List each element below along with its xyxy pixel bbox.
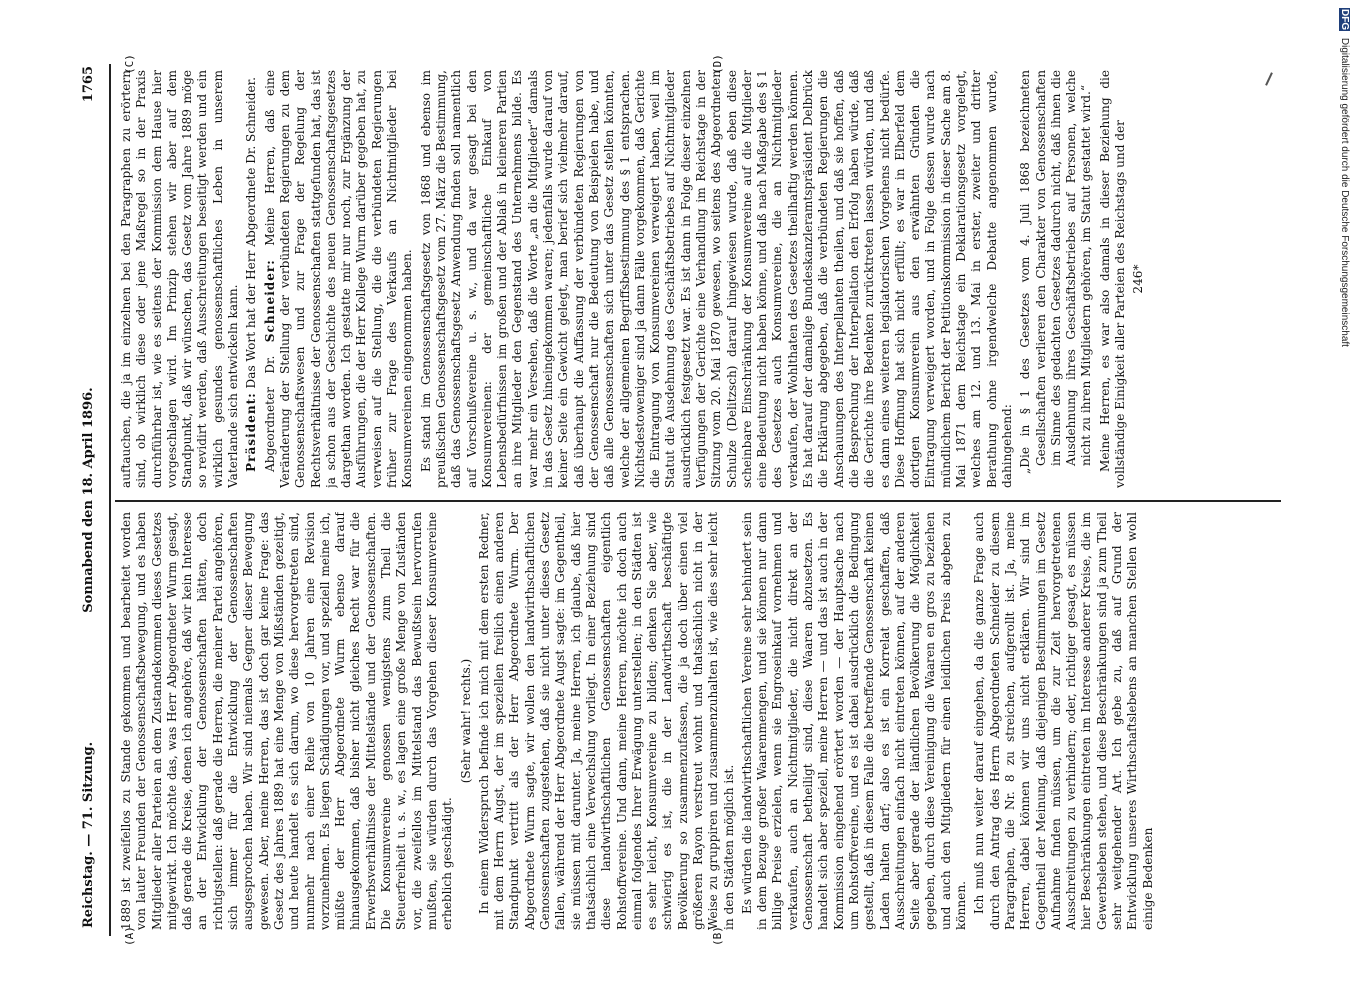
left-column [119,512,1283,930]
dfg-logo: DFG [1339,9,1350,31]
paragraph: In einem Widerspruch befinde ich mich mit dem ersten Redner, mit dem Herrn Augst, der im speziellen freilich einen anderen Standpunkt vertritt als der Herr Abgeordnete Wurm. Der Abgeordnete Wurm sagte, wir wollen den landwirthschaftlichen Genossenschaften zugestehen, daß sie nicht unter dieses Gesetz fallen, während der Herr Abgeordnete Augst sagte: im Gegentheil, sie müssen mit darunter. Ja, meine Herren, ich glaube, daß hier thatsächlich eine Verwechslung vorliegt. In einer Beziehung sind diese landwirthschaftlichen Genossenschaften eigentlich Rohstoffvereine. Und dann, meine Herren, möchte ich doch auch einmal folgendes Ihrer Erwägung unterstellen; in den Städten ist es sehr leicht, Konsumvereine zu bilden; denken Sie aber, wie schwierig es ist, die in der Landwirthschaft beschäftigte Bevölkerung so zusammenzufassen, die ja doch über einen viel größeren Rayon verstreut wohnt und thatsächlich nicht in der Weise zu gruppiren und zusammenzuhalten ist, wie dies sehr leicht in den Städten möglich ist. [476,512,736,930]
interjection: (Sehr wahr! rechts.) [458,658,473,784]
right-column [119,70,1283,488]
president-statement [244,70,259,488]
header-publication: Reichstag. — 71. Sitzung. [81,741,96,928]
president-text: Das Wort hat der Herr Abgeordnete Dr. Schneider. [244,77,259,389]
president-label: Präsident: [244,392,259,472]
speaker-name: Schneider: [262,259,277,343]
footnote-mark: 246* [1131,264,1146,294]
paragraph: auftauchen, die ja im einzelnen bei den Paragraphen zu erörtern sind, ob wirklich diese oder jene Maßregel so in der Praxis durchführbar ist, wie es seitens der Kommission dem Hause hier vorgeschlagen wird. Im Prinzip stehen wir aber auf dem Standpunkt, daß wir wünschen, das Gesetz vom Jahre 1889 möge so revidirt werden, daß Ausschreitungen beseitigt werden und ein wirklich gesundes genossenschaftliches Leben in unserem Vaterlande sich entwickeln kann. [119,70,241,488]
paragraph: Es stand im Genossenschaftsgesetz von 1868 und ebenso im preußischen Genossenschaftsgesetz vom 27. März die Bestimmung, daß das Genossenschaftsgesetz Anwendung finden soll namentlich auf Vorschußvereine u. s. w., und da war gesagt bei den Konsumvereinen: der gemeinschaftliche Einkauf von Lebensbedürfnissen im großen und der Ablaß in kleineren Partien an ihre Mitglieder den Gegenstand des Unternehmens bilde. Es war mehr ein Versehen, daß die Worte „an die Mitglieder“ damals in das Gesetz hineingekommen waren; jedenfalls wurde darauf von keiner Seite ein Gewicht gelegt, man berief sich vielmehr darauf, daß überhaupt die Auffassung der verbündeten Regierungen von der Genossenschaft nur die Bedeutung von Beispielen habe, und daß alle Genossenschaften sich unter das Gesetz stellen könnten, welche der allgemeinen Begriffsbestimmung des § 1 entsprachen. Nichtsdestoweniger sind ja dann Fälle vorgekommen, daß Gerichte die Eintragung von Konsumvereinen verweigert haben, weil im Statut die Ausdehnung des Geschäftsbetriebes auf Nichtmitglieder ausdrücklich festgesetzt war. Es ist dann in Folge dieser einzelnen Verfügungen der Gerichte eine Verhandlung im Reichstage in der Sitzung vom 20. Mai 1870 gewesen, wo seitens des Abgeordneten Schulze (Delitzsch) darauf hingewiesen wurde, daß eben diese scheinbare Einschränkung der Konsumvereine auf die Mitglieder eine Bedeutung nicht haben könne, und daß nach Maßgabe des § 1 des Gesetzes auch Konsumvereine, die an Nichtmitglieder verkaufen, der Wohlthaten des Gesetzes theilhaftig werden können. Es hat darauf der damalige Bundeskanzleramtspräsident Delbrück die Erklärung abgegeben, daß die verbündeten Regierungen die Anschauungen des Interpellanten theilen, und daß sie hoffen, daß die Besprechung der Interpellation den Erfolg haben würde, daß die Gerichte ihre Bedenken zurücktreten lassen würden, und daß es dann eines weiteren legislatorischen Vorgehens nicht bedürfe. Diese Hoffnung hat sich nicht erfüllt; es war in Elberfeld dem dortigen Konsumverein aus den erwähnten Gründen die Eintragung verweigert worden, und in Folge dessen wurde nach mündlichem Bericht der Petitionskommission in dieser Sache am 8. Mai 1871 dem Reichstage ein Deklarationsgesetz vorgelegt, welches am 12. und 13. Mai in erster, zweiter und dritter Berathung ohne irgendwelche Debatte angenommen wurde, dahingehend: [418,70,1014,488]
paragraph: Es würden die landwirthschaftlichen Vereine sehr behindert sein in dem Bezuge großer Waarenmengen, und sie können nur dann billige Preise erzielen, wenn sie Engroseinkauf vornehmen und verkaufen, auch an Nichtmitglieder, die nicht direkt an der Genossenschaft betheiligt sind, diese Waaren abzusetzen. Es handelt sich aber speziell, meine Herren — und das ist auch in der Kommission eingehend erörtert worden — der Hauptsache nach um Rohstoffvereine, und es ist dabei ausdrücklich die Bedingung gestellt, daß in diesem Falle die betreffende Genossenschaft keinen Laden halten darf; also es ist ein Korrelat geschaffen, daß Ausschreitungen einfach nicht eintreten können, auf der anderen Seite aber gerade der ländlichen Bevölkerung die Möglichkeit gegeben, durch diese Vereinigung die Waaren en gros zu beziehen und auch den Mitgliedern für einen leidlichen Preis abgeben zu können. [739,512,969,930]
digitization-text: Digitalisierung gefördert durch die Deutsche Forschungsgemeinschaft [1339,37,1350,347]
page-number: 1765 [81,66,96,103]
speaker-prefix: Abgeordneter Dr. [262,355,277,472]
paragraph: Meine Herren, es war also damals in dieser Beziehung die vollständige Einigkeit aller Parteien des Reichstags und der [1097,70,1127,488]
speaker-text: Meine Herren, daß eine Veränderung der Stellung der verbündeten Regierungen zu dem Genossenschaftswesen und zur Frage der Regelung der Rechtsverhältnisse der Genossenschaften stattgefunden hat, das ist ja schon aus der Geschichte des neuen Genossenschaftsgesetzes dargethan worden. Ich gestatte mir nur noch, zur Ergänzung der Ausführungen, die der Herr Kollege Wurm darüber gegeben hat, zu verweisen auf die Stellung, die die verbündeten Regierungen früher zur Frage des Verkaufs an Nichtmitglieder bei Konsumvereinen eingenommen haben. [262,70,415,488]
header-date: Sonnabend den 18. April 1896. [81,387,96,613]
column-rule [115,500,1281,502]
page-header [71,56,107,944]
paragraph: Ich muß nun weiter darauf eingehen, da die ganze Frage auch durch den Antrag des Herrn Abgeordneten Schneider zu diesem Paragraphen, die Nr. 8 zu streichen, aufgerollt ist. Ja, meine Herren, dabei können wir uns nicht erklären. Wir sind im Gegentheil der Meinung, daß diejenigen Bestimmungen im Gesetz Aufnahme finden müssen, um die zur Zeit hervorgetretenen Ausschreitungen zu verhindern; oder, richtiger gesagt, es müssen hier Beschränkungen eintreten im Interesse anderer Kreise, die im Gewerbsleben stehen, und diese Beschränkungen sind ja zum Theil sehr weitgehender Art. Ich gebe zu, daß auf Grund der Entwicklung unseres Wirthschaftslebens an manchen Stellen wohl einige Bedenken [972,512,1155,930]
margin-marker-c: (C) [123,54,136,74]
newspaper-page [71,56,1289,944]
margin-marker-b: (B) [711,926,724,946]
speaker-statement [263,70,416,488]
margin-marker-a: (A) [123,926,136,946]
paragraph: 1889 ist zweifellos zu Stande gekommen und bearbeitet worden von lauter Freunden der Genossenschaftsbewegung, und es haben Mitglieder aller Parteien an dem Zustandekommen dieses Gesetzes mitgewirkt. Ich möchte das, was Herr Abgeordneter Wurm gesagt, daß gerade die Kreise, denen ich angehöre, daß wir kein Interesse an der Entwicklung der Genossenschaften hätten, doch richtigstellen: daß gerade die Herren, die meiner Partei angehören, sich immer für die Entwicklung der Genossenschaften ausgesprochen haben. Wir sind niemals Gegner dieser Bewegung gewesen. Aber, meine Herren, das ist doch gar keine Frage: das Gesetz des Jahres 1889 hat eine Menge von Mißständen gezeitigt, und heute handelt es sich darum, wo diese hervorgetreten sind, nunmehr nach einer Reihe von 10 Jahren eine Revision vorzunehmen. Es liegen Schädigungen vor, und speziell meine ich, müßte der Herr Abgeordnete Wurm ebenso darauf hinausgekommen, daß bisher nicht gleiches Recht war für die Erwerbsverhältnisse der Mittelstände und der Genossenschaften. Die Konsumvereine genossen wenigstens zum Theil die Steuerfreiheit u. s. w., es lagen eine große Menge von Zuständen vor, die zweifellos im Mittelstand das Bewußtsein hervorrufen mußten, sie würden durch das Vorgehen dieser Konsumvereine erheblich geschädigt. [119,512,455,930]
digitization-note [1336,8,1350,908]
header-rule [109,64,111,936]
margin-marker-d: (D) [711,54,724,74]
quoted-law: „Die in § 1 des Gesetzes vom 4. Juli 1868 bezeichneten Gesellschaften verlieren den Charakter von Genossenschaften im Sinne des gedachten Gesetzes dadurch nicht, daß ihnen die Ausdehnung ihres Geschäftsbetriebes auf Personen, welche nicht zu ihren Mitgliedern gehören, im Statut gestattet wird.“ [1018,70,1094,474]
